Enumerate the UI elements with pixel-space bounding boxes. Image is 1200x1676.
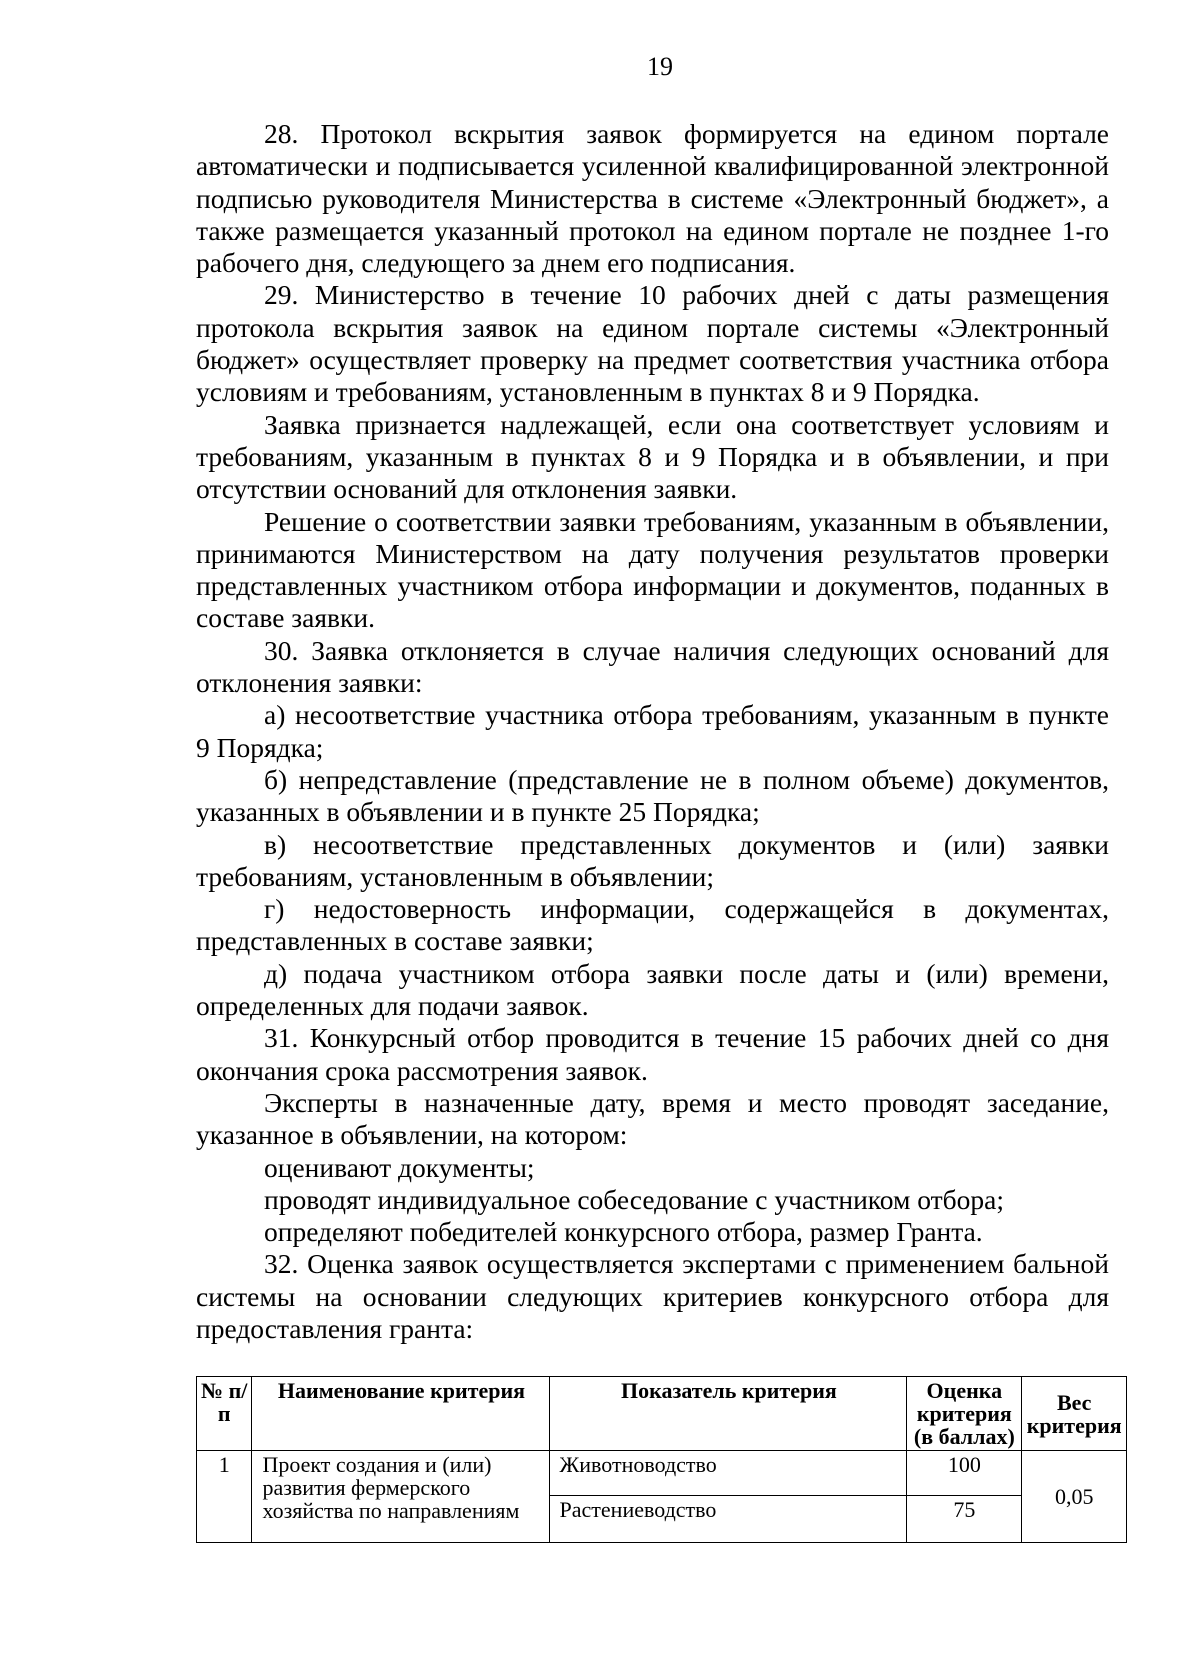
cell-score: 100 (907, 1451, 1022, 1496)
page-number: 19 (647, 52, 673, 81)
paragraph-29: 29. Министерство в течение 10 рабочих дней с даты размещения протокола вскрытия заявок на едином портале системы «Электронный бюджет» осуществляет проверку на предмет соответствия участника отбора условиям и требованиям, установленным в пунктах 8 и 9 Порядка. (196, 279, 1109, 408)
cell-indicator: Животноводство (549, 1451, 907, 1496)
criteria-table (196, 1376, 1127, 1543)
paragraph-29-valid-application: Заявка признается надлежащей, если она соответствует условиям и требованиям, указанным в пунктах 8 и 9 Порядка и в объявлении, и при отсутствии оснований для отклонения заявки. (196, 408, 1109, 505)
cell-weight: 0,05 (1022, 1451, 1127, 1543)
paragraph-31-list-item: оценивают документы; (264, 1151, 535, 1183)
paragraph-30-item-v: в) несоответствие представленных документов и (или) заявки требованиям, установленным в объявлении; (196, 828, 1109, 892)
paragraph-31-list-item: определяют победителей конкурсного отбора, размер Гранта. (264, 1216, 983, 1248)
table-header-row (197, 1377, 1127, 1451)
cell-num: 1 (197, 1451, 252, 1543)
header-criterion-weight: Вес критерия (1022, 1377, 1127, 1451)
header-criterion-score: Оценка критерия (в баллах) (907, 1377, 1022, 1451)
table-row (197, 1451, 1127, 1496)
paragraph-32: 32. Оценка заявок осуществляется экспертами с применением бальной системы на основании следующих критериев конкурсного отбора для предоставления гранта: (196, 1248, 1109, 1344)
paragraph-30-item-a: а) несоответствие участника отбора требованиям, указанным в пункте 9 Порядка; (196, 699, 1109, 763)
header-criterion-indicator: Показатель критерия (549, 1377, 907, 1451)
paragraph-31-experts: Эксперты в назначенные дату, время и место проводят заседание, указанное в объявлении, на котором: (196, 1086, 1109, 1151)
paragraph-31: 31. Конкурсный отбор проводится в течение 15 рабочих дней со дня окончания срока рассмотрения заявок. (196, 1022, 1109, 1086)
cell-criterion-name: Проект создания и (или) развития фермерского хозяйства по направлениям (252, 1451, 549, 1543)
header-criterion-name: Наименование критерия (252, 1377, 549, 1451)
paragraph-30: 30. Заявка отклоняется в случае наличия следующих оснований для отклонения заявки: (196, 634, 1109, 699)
cell-indicator: Растениеводство (549, 1496, 907, 1543)
paragraph-30-item-d: д) подача участником отбора заявки после даты и (или) времени, определенных для подачи заявок. (196, 957, 1109, 1022)
paragraph-31-list-item: проводят индивидуальное собеседование с участником отбора; (264, 1183, 1005, 1215)
paragraph-28: 28. Протокол вскрытия заявок формируется на едином портале автоматически и подписывается усиленной квалифицированной электронной подписью руководителя Министерства в системе «Электронный бюджет», а также размещается указанный протокол на едином портале не позднее 1-го рабочего дня, следующего за днем его подписания. (196, 118, 1109, 279)
paragraph-30-item-g: г) недостоверность информации, содержащейся в документах, представленных в составе заявки; (196, 893, 1109, 957)
paragraph-29-decision: Решение о соответствии заявки требованиям, указанным в объявлении, принимаются Министерством на дату получения результатов проверки представленных участником отбора информации и документов, поданных в составе заявки. (196, 505, 1109, 634)
cell-score: 75 (907, 1496, 1022, 1543)
paragraph-30-item-b: б) непредставление (представление не в полном объеме) документов, указанных в объявлении и в пункте 25 Порядка; (196, 763, 1109, 828)
header-num: № п/п (197, 1377, 252, 1451)
document-body (196, 118, 1109, 1345)
